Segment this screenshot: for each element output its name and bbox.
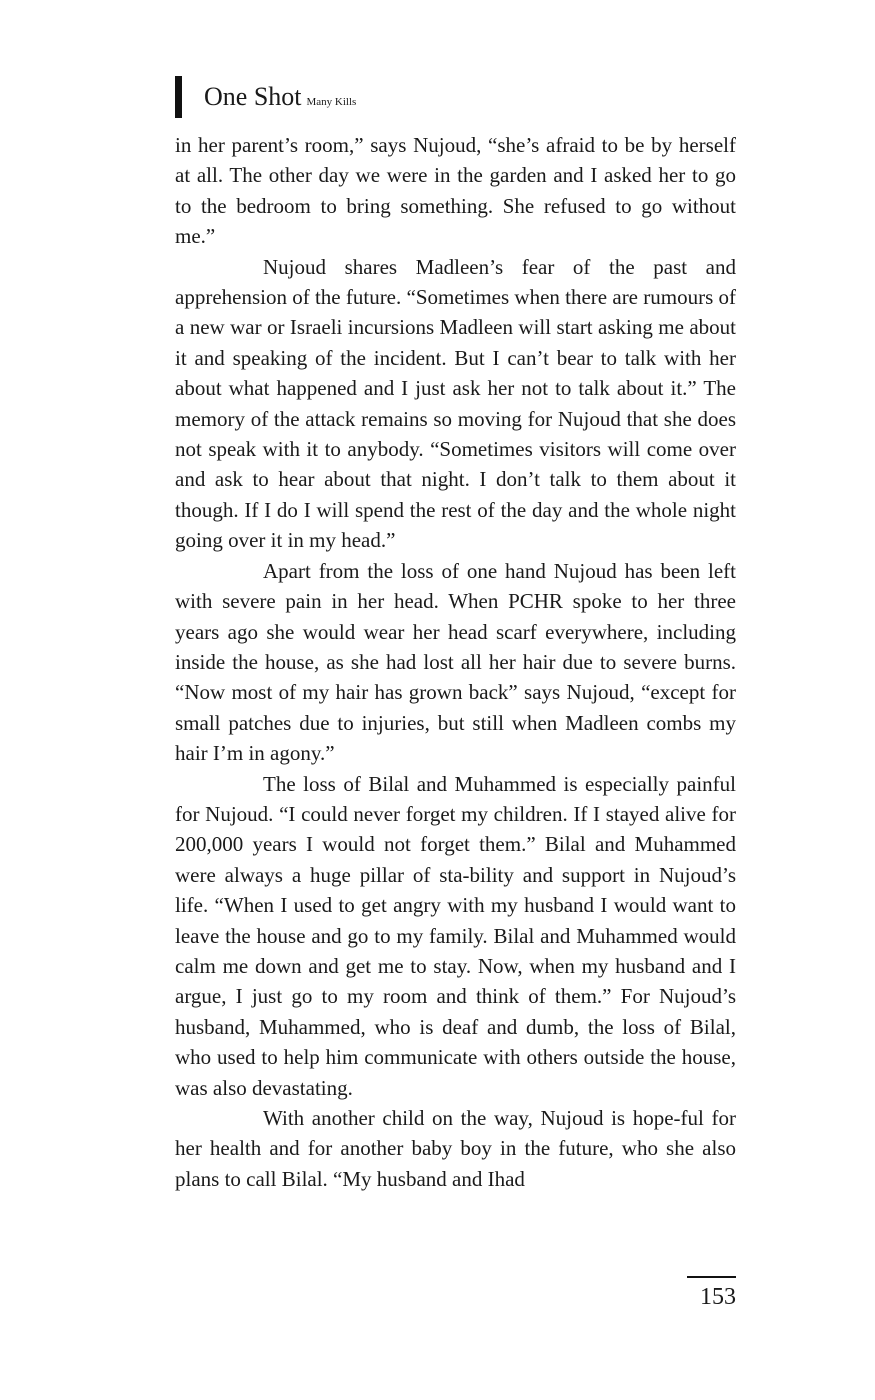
paragraph-3: Apart from the loss of one hand Nujoud has been left with severe pain in her head. When PCHR spoke to her three years ago she would wear her head scarf everywhere, including inside the house, as she had lost all her hair due to severe burns. “Now most of my hair has grown back” says Nujoud, “except for small patches due to injuries, but still when Madleen combs my hair I’m in agony.” bbox=[175, 558, 736, 766]
header-title: One Shot bbox=[204, 82, 302, 111]
paragraph-2: Nujoud shares Madleen’s fear of the past and apprehension of the future. “Sometimes when there are rumours of a new war or Israeli incursions Madleen will start asking me about it and speaking of the incident. But I can’t bear to talk with her about what happened and I just ask her not to talk about it.” The memory of the attack remains so moving for Nujoud that she does not speak with it to anybody. “Sometimes visitors will come over and ask to hear about that night. I don’t talk to them about it though. If I do I will spend the rest of the day and the whole night going over it in my head.” bbox=[175, 254, 736, 553]
paragraph-5: With another child on the way, Nujoud is hope-ful for her health and for another baby boy in the future, who she also plans to call Bilal. “My husband and Ihad bbox=[175, 1106, 736, 1191]
running-header bbox=[175, 76, 356, 122]
header-bar-mark bbox=[175, 76, 182, 118]
paragraph-1: in her parent’s room,” says Nujoud, “she’s afraid to be by herself at all. The other day we were in the garden and I asked her to go to the bedroom to bring something. She refused to go without me.” bbox=[175, 133, 736, 249]
page-number-rule bbox=[687, 1276, 736, 1278]
header-subtitle: Many Kills bbox=[306, 96, 357, 108]
page-number: 153 bbox=[700, 1284, 736, 1310]
paragraph-4: The loss of Bilal and Muhammed is especially painful for Nujoud. “I could never forget my children. If I stayed alive for 200,000 years I would not forget them.” Bilal and Muhammed were always a huge pillar of sta-bility and support in Nujoud’s life. “When I used to get angry with my husband I would want to leave the house and go to my family. Bilal and Muhammed would calm me down and get me to stay. Now, when my husband and I argue, I just go to my room and think of them.” For Nujoud’s husband, Muhammed, who is deaf and dumb, the loss of Bilal, who used to help him communicate with others outside the house, was also devastating. bbox=[175, 771, 736, 1100]
body-text bbox=[175, 130, 736, 1194]
